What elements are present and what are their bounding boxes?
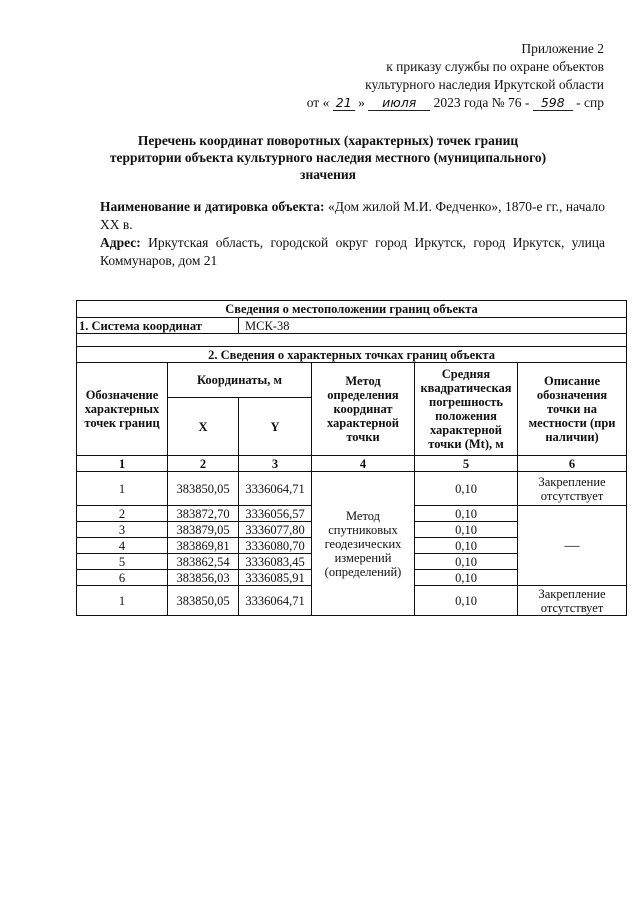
coordinates-table — [76, 300, 627, 616]
appendix-header — [307, 40, 604, 112]
handwritten-month: июля — [368, 96, 430, 111]
point-id: 1 — [77, 472, 168, 506]
section-points-title: 2. Сведения о характерных точках границ объекта — [77, 347, 627, 363]
error-value: 0,10 — [415, 472, 518, 506]
point-id: 5 — [77, 554, 168, 570]
coord-x: 383862,54 — [168, 554, 239, 570]
header-method: Метод определения координат характерной точки — [312, 363, 415, 456]
point-id: 6 — [77, 570, 168, 586]
date-mid: » — [358, 95, 365, 110]
error-value: 0,10 — [415, 554, 518, 570]
method-cell: Метод спутниковых геодезических измерений (определений) — [312, 472, 415, 616]
error-value: 0,10 — [415, 586, 518, 616]
appendix-date-line — [307, 94, 604, 112]
error-value: 0,10 — [415, 538, 518, 554]
coord-x: 383856,03 — [168, 570, 239, 586]
marking-description: Закрепление отсутствует — [518, 586, 627, 616]
marking-dash: — — [518, 506, 627, 586]
appendix-number: Приложение 2 — [521, 41, 604, 56]
coord-system-value: МСК-38 — [239, 318, 627, 334]
table-row — [77, 472, 627, 506]
coord-x: 383850,05 — [168, 472, 239, 506]
coord-system-label: 1. Система координат — [77, 318, 239, 334]
title-line-1: Перечень координат поворотных (характерных) точек границ — [137, 133, 519, 148]
col-number: 5 — [415, 456, 518, 472]
section-location-title: Сведения о местоположении границ объекта — [77, 301, 627, 318]
appendix-authority: культурного наследия Иркутской области — [365, 77, 604, 92]
object-name — [100, 198, 605, 234]
handwritten-day: 21 — [333, 96, 355, 111]
coord-x: 383872,70 — [168, 506, 239, 522]
header-coordinates: Координаты, м — [168, 363, 312, 398]
date-prefix: от « — [306, 95, 330, 110]
point-id: 1 — [77, 586, 168, 616]
point-id: 2 — [77, 506, 168, 522]
coord-x: 383850,05 — [168, 586, 239, 616]
object-name-value: «Дом жилой М.И. Федченко», 1870-е гг., начало XX в. — [100, 199, 605, 232]
header-x: X — [168, 398, 239, 456]
marking-description: Закрепление отсутствует — [518, 472, 627, 506]
handwritten-doc-number: 598 — [533, 96, 573, 111]
error-value: 0,10 — [415, 506, 518, 522]
col-number: 2 — [168, 456, 239, 472]
document-title — [60, 132, 596, 183]
coord-y: 3336064,71 — [239, 472, 312, 506]
object-address-label: Адрес: — [100, 235, 141, 250]
appendix-order-ref: к приказу службы по охране объектов — [386, 59, 604, 74]
coord-y: 3336077,80 — [239, 522, 312, 538]
point-id: 4 — [77, 538, 168, 554]
coord-x: 383869,81 — [168, 538, 239, 554]
object-name-label: Наименование и датировка объекта: — [100, 199, 325, 214]
object-address — [100, 234, 605, 270]
header-designation: Обозначение характерных точек границ — [77, 363, 168, 456]
col-number: 3 — [239, 456, 312, 472]
coord-y: 3336083,45 — [239, 554, 312, 570]
header-y: Y — [239, 398, 312, 456]
error-value: 0,10 — [415, 522, 518, 538]
header-description: Описание обозначения точки на местности (при наличии) — [518, 363, 627, 456]
object-address-value: Иркутская область, городской округ город Иркутск, город Иркутск, улица Коммунаров, дом 21 — [100, 235, 606, 268]
spacer-row — [77, 334, 627, 347]
coord-y: 3336085,91 — [239, 570, 312, 586]
title-line-2: территории объекта культурного наследия местного (муниципального) — [109, 150, 547, 165]
col-number: 6 — [518, 456, 627, 472]
header-error: Средняя квадратическая погрешность положения характерной точки (Mt), м — [415, 363, 518, 456]
coord-y: 3336056,57 — [239, 506, 312, 522]
coord-y: 3336080,70 — [239, 538, 312, 554]
col-number: 4 — [312, 456, 415, 472]
coord-y: 3336064,71 — [239, 586, 312, 616]
point-id: 3 — [77, 522, 168, 538]
col-number: 1 — [77, 456, 168, 472]
error-value: 0,10 — [415, 570, 518, 586]
number-suffix: - спр — [576, 95, 604, 110]
title-line-3: значения — [300, 167, 356, 182]
coord-x: 383879,05 — [168, 522, 239, 538]
year-text: 2023 года № 76 - — [433, 95, 530, 110]
